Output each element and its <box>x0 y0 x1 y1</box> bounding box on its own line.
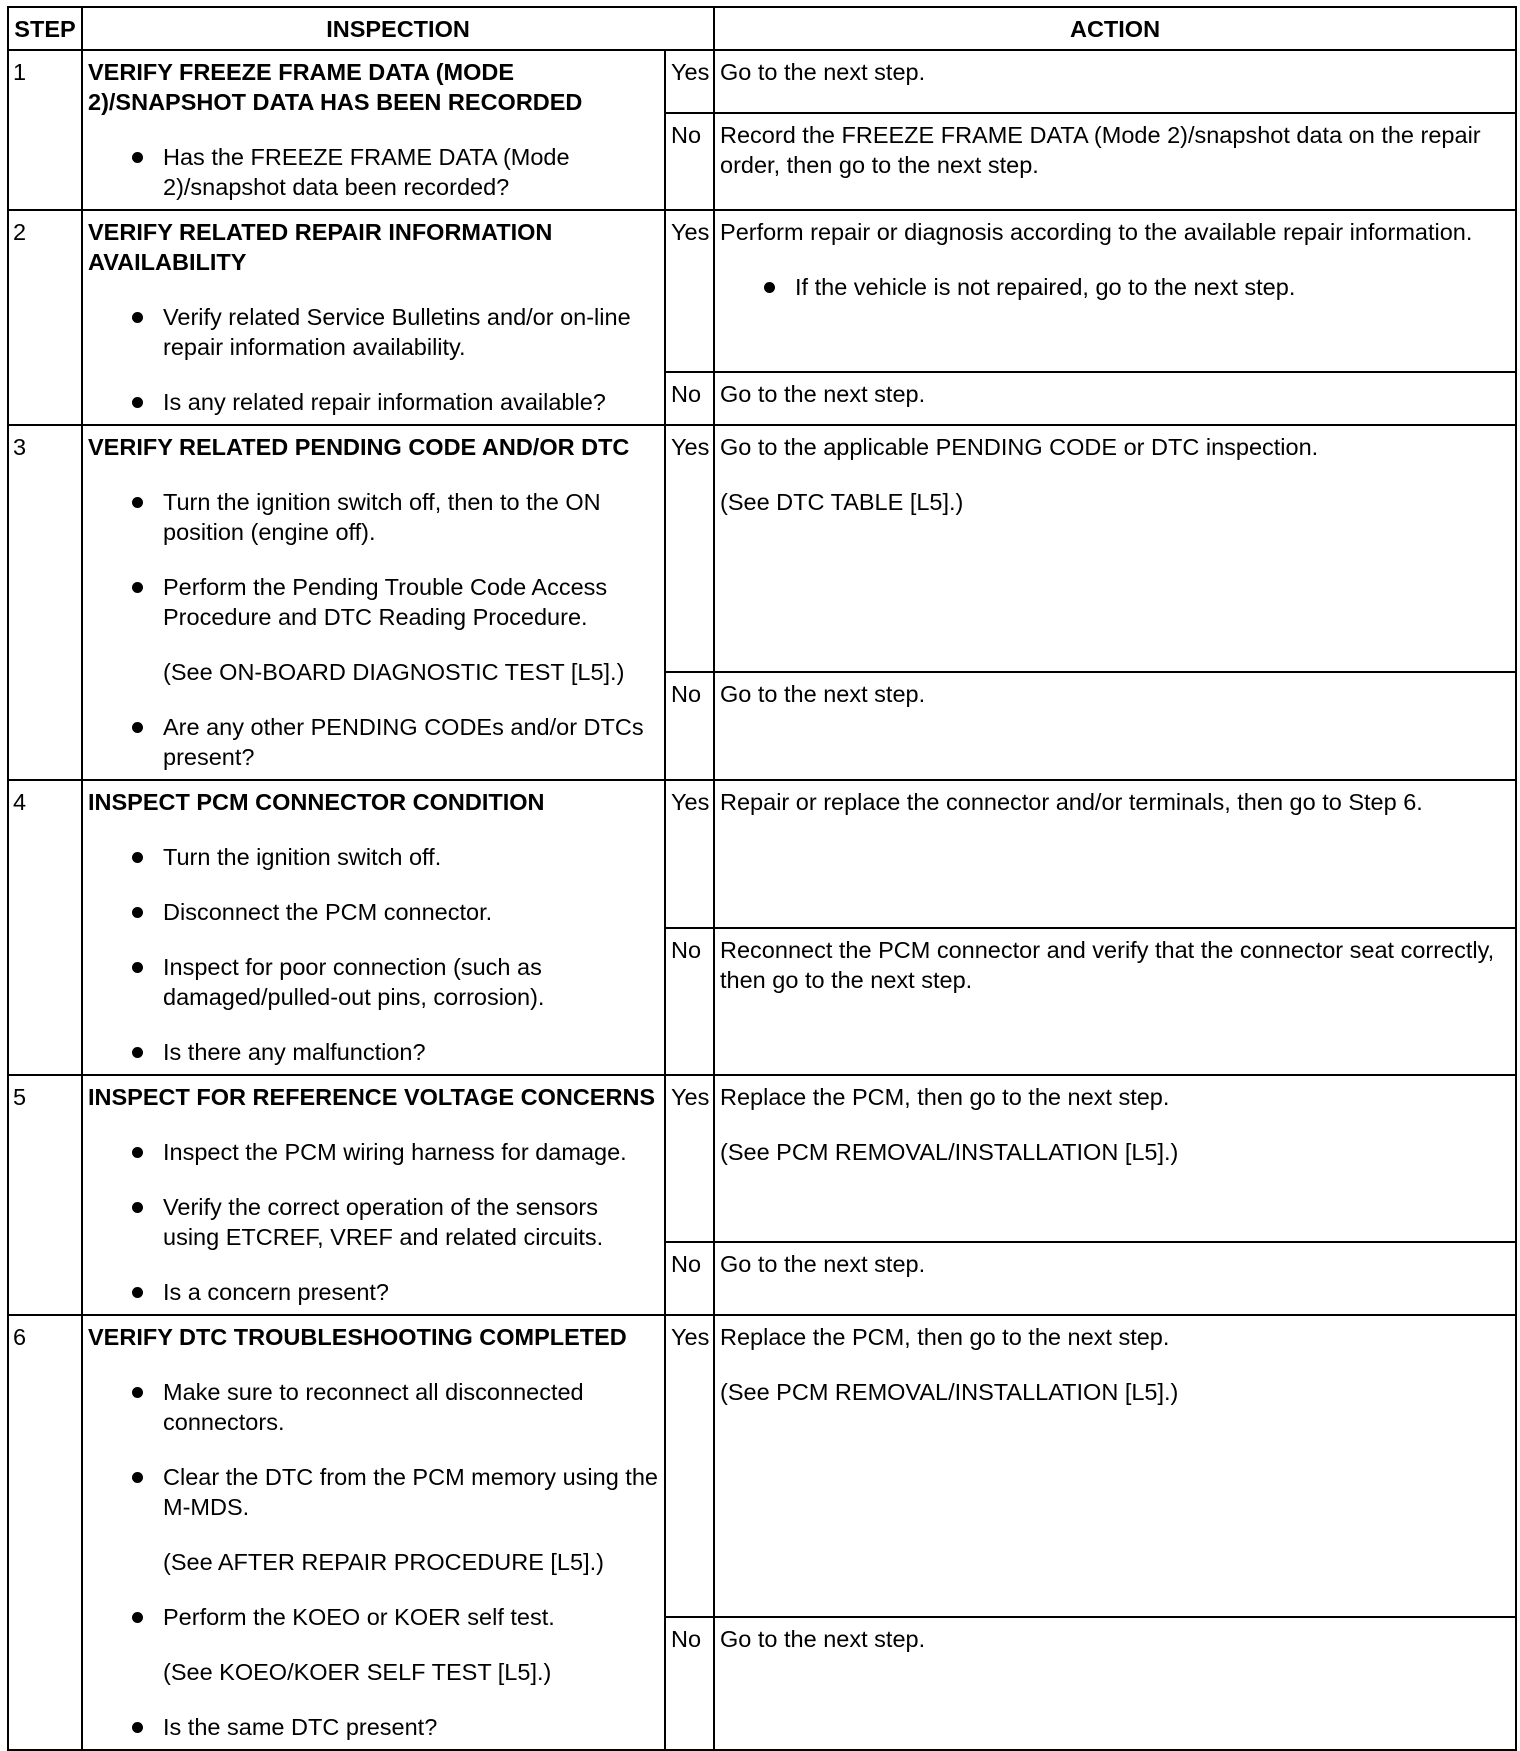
inspection-bullet: Is the same DTC present? <box>88 1712 659 1742</box>
yes-label: Yes <box>665 1315 714 1617</box>
inspection-bullet: Verify related Service Bulletins and/or on-line repair information availability. <box>88 302 659 362</box>
step-4-yes-row <box>8 780 1516 928</box>
yes-action: Perform repair or diagnosis according to the available repair information. <box>720 219 1473 245</box>
step-number: 5 <box>8 1075 82 1315</box>
diagnostic-procedure-page <box>7 6 1515 1751</box>
step-3-yes-row <box>8 425 1516 672</box>
no-action: Reconnect the PCM connector and verify that the connector seat correctly, then go to the next step. <box>714 928 1516 1076</box>
inspection-title: VERIFY DTC TROUBLESHOOTING COMPLETED <box>88 1324 627 1350</box>
yes-reference: (See DTC TABLE [L5].) <box>720 489 964 515</box>
no-label: No <box>665 1242 714 1315</box>
step-5-inspection <box>82 1075 665 1315</box>
step-number: 2 <box>8 210 82 425</box>
step-2-yes-row <box>8 210 1516 372</box>
action-bullet: If the vehicle is not repaired, go to the next step. <box>720 272 1510 302</box>
no-label: No <box>665 672 714 780</box>
no-action: Go to the next step. <box>714 372 1516 426</box>
step-2-inspection <box>82 210 665 425</box>
yes-action-cell <box>714 1075 1516 1242</box>
yes-action-cell <box>714 425 1516 672</box>
inspection-title: INSPECT PCM CONNECTOR CONDITION <box>88 789 545 815</box>
no-action: Go to the next step. <box>714 1242 1516 1315</box>
yes-reference: (See PCM REMOVAL/INSTALLATION [L5].) <box>720 1379 1179 1405</box>
inspection-bullet: Inspect for poor connection (such as damaged/pulled-out pins, corrosion). <box>88 952 659 1012</box>
yes-label: Yes <box>665 50 714 113</box>
no-action: Record the FREEZE FRAME DATA (Mode 2)/snapshot data on the repair order, then go to the next step. <box>714 113 1516 210</box>
inspection-title: VERIFY RELATED PENDING CODE AND/OR DTC <box>88 434 630 460</box>
inspection-bullet: Turn the ignition switch off. <box>88 842 659 872</box>
yes-action-cell <box>714 1315 1516 1617</box>
step-number: 4 <box>8 780 82 1075</box>
no-action: Go to the next step. <box>714 672 1516 780</box>
step-1-inspection <box>82 50 665 210</box>
inspection-bullet: Perform the Pending Trouble Code Access Procedure and DTC Reading Procedure. <box>88 572 659 632</box>
step-number: 3 <box>8 425 82 780</box>
inspection-bullet: Clear the DTC from the PCM memory using the M-MDS. <box>88 1462 659 1522</box>
inspection-bullet: Make sure to reconnect all disconnected connectors. <box>88 1377 659 1437</box>
yes-action: Go to the applicable PENDING CODE or DTC inspection. <box>720 434 1319 460</box>
step-number: 1 <box>8 50 82 210</box>
diagnostic-table <box>7 6 1517 1751</box>
inspection-bullet: Are any other PENDING CODEs and/or DTCs present? <box>88 712 659 772</box>
step-4-inspection <box>82 780 665 1075</box>
header-inspection: INSPECTION <box>82 7 714 50</box>
yes-label: Yes <box>665 1075 714 1242</box>
no-label: No <box>665 372 714 426</box>
step-3-inspection <box>82 425 665 780</box>
step-6-yes-row <box>8 1315 1516 1617</box>
header-action: ACTION <box>714 7 1516 50</box>
no-action: Go to the next step. <box>714 1617 1516 1750</box>
yes-action: Replace the PCM, then go to the next step. <box>720 1084 1170 1110</box>
yes-label: Yes <box>665 210 714 372</box>
step-number: 6 <box>8 1315 82 1750</box>
inspection-title: VERIFY RELATED REPAIR INFORMATION AVAILABILITY <box>88 219 553 275</box>
yes-reference: (See PCM REMOVAL/INSTALLATION [L5].) <box>720 1139 1179 1165</box>
no-label: No <box>665 1617 714 1750</box>
inspection-bullet: Disconnect the PCM connector. <box>88 897 659 927</box>
header-row <box>8 7 1516 50</box>
step-1-yes-row <box>8 50 1516 113</box>
yes-label: Yes <box>665 780 714 928</box>
inspection-reference: (See AFTER REPAIR PROCEDURE [L5].) <box>163 1549 604 1575</box>
inspection-bullet: Is a concern present? <box>88 1277 659 1307</box>
inspection-bullet: Has the FREEZE FRAME DATA (Mode 2)/snapshot data been recorded? <box>88 142 659 202</box>
inspection-bullet: Verify the correct operation of the sensors using ETCREF, VREF and related circuits. <box>88 1192 659 1252</box>
inspection-reference: (See ON-BOARD DIAGNOSTIC TEST [L5].) <box>163 659 625 685</box>
inspection-title: VERIFY FREEZE FRAME DATA (MODE 2)/SNAPSHOT DATA HAS BEEN RECORDED <box>88 59 583 115</box>
yes-action: Go to the next step. <box>714 50 1516 113</box>
inspection-bullet: Is there any malfunction? <box>88 1037 659 1067</box>
inspection-bullet: Inspect the PCM wiring harness for damage. <box>88 1137 659 1167</box>
inspection-title: INSPECT FOR REFERENCE VOLTAGE CONCERNS <box>88 1084 656 1110</box>
inspection-reference: (See KOEO/KOER SELF TEST [L5].) <box>163 1659 552 1685</box>
inspection-bullet: Is any related repair information available? <box>88 387 659 417</box>
no-label: No <box>665 113 714 210</box>
yes-action-cell <box>714 210 1516 372</box>
yes-label: Yes <box>665 425 714 672</box>
inspection-bullet: Turn the ignition switch off, then to the ON position (engine off). <box>88 487 659 547</box>
step-6-inspection <box>82 1315 665 1750</box>
step-5-yes-row <box>8 1075 1516 1242</box>
yes-action: Repair or replace the connector and/or terminals, then go to Step 6. <box>714 780 1516 928</box>
header-step: STEP <box>8 7 82 50</box>
yes-action: Replace the PCM, then go to the next step. <box>720 1324 1170 1350</box>
no-label: No <box>665 928 714 1076</box>
inspection-bullet: Perform the KOEO or KOER self test. <box>88 1602 659 1632</box>
